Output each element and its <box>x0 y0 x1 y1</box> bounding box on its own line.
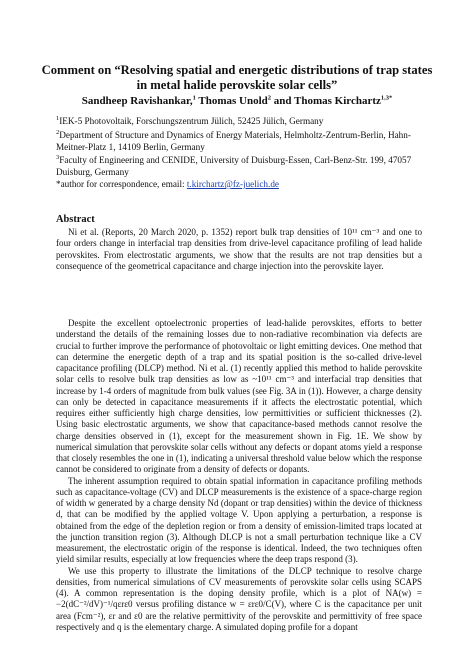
correspondence-note <box>56 179 436 191</box>
affiliation-3 <box>56 155 436 178</box>
body-paragraph: Despite the excellent optoelectronic properties of lead-halide perovskites, efforts to better understand the details of the remaining losses due to non-radiative recombination via defects are crucial to further improve the performance of photovoltaic or light emitting devices. One method that can determine the energetic depth of a trap and its spatial position is the so-called drive-level capacitance profiling (DLCP) method. Ni et al. (1) recently applied this method to halide perovskite solar cells to resolve bulk trap densities as low as ~10¹¹ cm⁻³ and interfacial trap densities that increase by 1-4 orders of magnitude from bulk values (see Fig. 3A in (1)). However, a charge density can only be detected in capacitance measurements if it affects the electrostatic potential, which requires either sufficiently high charge densities, low permittivities or sufficient thicknesses (2). Using basic electrostatic arguments, we show that capacitance-based methods cannot resolve the charge densities observed in (1), except for the measurement shown in Fig. 1E. We show by numerical simulation that perovskite solar cells without any defects or dopant atoms yield a response that closely resembles the one in (1), indicating a universal threshold value below which the response cannot be considered to originate from a density of defects or dopants. <box>56 318 422 475</box>
correspondence-email-link[interactable]: t.kirchartz@fz-juelich.de <box>186 179 279 189</box>
affiliation-text: Department of Structure and Dynamics of Energy Materials, Helmholtz-Zentrum-Berlin, Hahn-Meitner-Platz 1, 14109 Berlin, Germany <box>56 130 411 152</box>
affiliation-mark: 1 <box>56 114 60 122</box>
author-list <box>40 95 434 108</box>
body-paragraph: The inherent assumption required to obtain spatial information in capacitance profiling methods such as capacitance-voltage (CV) and DLCP measurements is the existence of a space-charge region of width w generated by a charge density Nd (dopant or trap densities) within the device of thickness d, that can be modified by the applied voltage V. Upon applying a perturbation, a response is obtained from the edge of the depletion region or from a density of emission-limited traps located at the junction transition region (3). Although DLCP is not a small perturbation technique like a CV measurement, the electrostatic origin of the response is identical. Indeed, the two techniques often yield similar results, especially at low frequencies where the deep traps respond (3). <box>56 475 422 565</box>
affiliation-text: IEK-5 Photovoltaik, Forschungszentrum Jülich, 52425 Jülich, Germany <box>59 116 324 126</box>
author-name: Thomas Unold <box>195 95 268 107</box>
body-text <box>56 318 422 633</box>
paper-title: Comment on “Resolving spatial and energetic distributions of trap states in metal halide perovskite solar cells” <box>41 63 433 92</box>
abstract-text: Ni et al. (Reports, 20 March 2020, p. 1352) report bulk trap densities of 10¹¹ cm⁻³ and one to four orders change in interfacial trap densities from drive-level capacitance profiling of lead halide perovskites. From electrostatic arguments, we show that the results are not trap densities but a consequence of the geometrical capacitance and charge injection into the perovskite layer. <box>56 227 422 272</box>
author-name: Sandheep Ravishankar, <box>81 95 193 107</box>
affiliation-text: Faculty of Engineering and CENIDE, University of Duisburg-Essen, Carl-Benz-Str. 199, 47057 Duisburg, Germany <box>56 155 412 177</box>
author-affiliation-mark: 1 <box>192 94 196 102</box>
affiliation-mark: 2 <box>56 128 60 136</box>
abstract-heading: Abstract <box>56 214 95 225</box>
correspondence-label: *author for correspondence, email: <box>56 179 187 189</box>
author-affiliation-mark: 1,3* <box>380 94 393 102</box>
affiliation-2 <box>56 130 436 153</box>
author-name: and Thomas Kirchartz <box>271 95 381 107</box>
body-paragraph: We use this property to illustrate the limitations of the DLCP technique to resolve charge densities, from numerical simulations of CV measurements of perovskite solar cells using SCAPS (4). A common representation is the doping density profile, which is a plot of NA(w) = −2(dC⁻²/dV)⁻¹/qεrε0 versus profiling distance w = εrε0/C(V), where C is the capacitance per unit area (Fcm⁻²), εr and ε0 are the relative permittivity of the perovskite and permittivity of free space respectively and q is the elementary charge. A simulated doping profile for a dopant <box>56 565 422 632</box>
author-affiliation-mark: 2 <box>267 94 271 102</box>
affiliation-1 <box>56 116 436 128</box>
affiliation-mark: 3 <box>56 153 60 161</box>
